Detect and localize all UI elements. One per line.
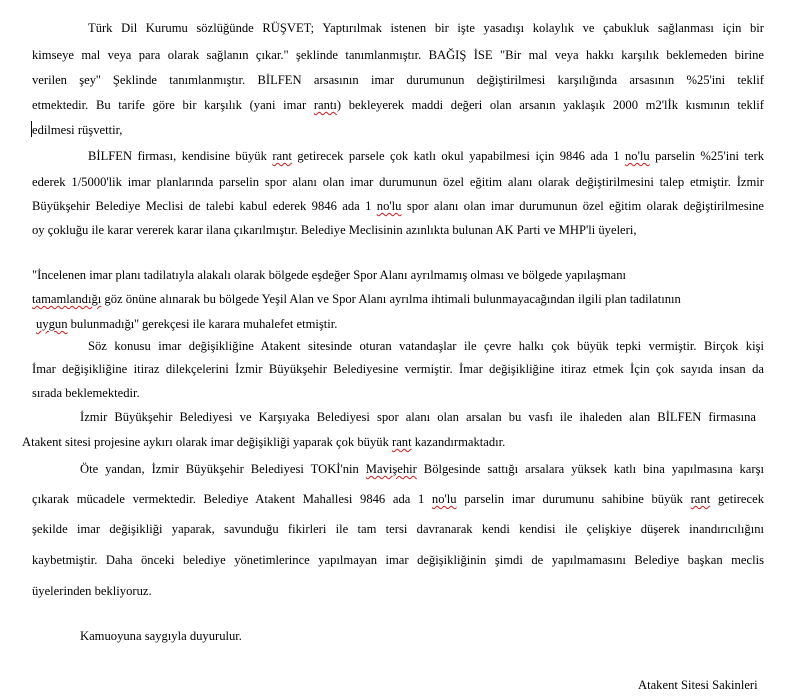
text-line: oy çokluğu ile karar vererek karar ilana çıkarılmıştır. Belediye Meclisinin azınlıkta bulunan AK Parti ve MHP'li üyeleri,: [32, 223, 637, 237]
text-line: Öte yandan, İzmir Büyükşehir Belediyesi TOKİ'nin Mavişehir Bölgesinde sattığı arsalara yüksek katlı bina yapılmasına karşı: [80, 462, 764, 476]
spellcheck-word: no'lu: [624, 149, 650, 163]
text-line: şekilde imar değişikliği yaparak, savunduğu fikirleri ile tam tersi davranarak kendi kendisi ile çelişkiye düşerek inandırıcılığını: [32, 522, 764, 536]
text-cursor: [31, 121, 32, 137]
spellcheck-word: rant: [272, 149, 292, 163]
spellcheck-word: Mavişehir: [365, 462, 417, 476]
text-line: verilen şey'' Şeklinde tanımlanmıştır. BİLFEN arsasının imar durumunun değiştirilmesi karşılığında arsasının %25'ini teklif: [32, 73, 764, 87]
text-line: üyelerinden bekliyoruz.: [32, 584, 152, 598]
text-line: çıkarak mücadele vermektedir. Belediye Atakent Mahallesi 9846 ada 1 no'lu parselin imar durumunu sahibine büyük rant getirecek: [32, 492, 764, 506]
text-line: edilmesi rüşvettir,: [32, 123, 123, 137]
spellcheck-word: rant: [392, 435, 412, 449]
closing-line: Kamuoyuna saygıyla duyurulur.: [80, 629, 242, 643]
text-line: Atakent sitesi projesine aykırı olarak imar değişikliği yaparak çok büyük rant kazandırmaktadır.: [22, 435, 506, 449]
text-line: İzmir Büyükşehir Belediyesi ve Karşıyaka Belediyesi spor alanı olan arsalan bu vasfı ile ihaleden alan BİLFEN firmasına: [80, 410, 756, 424]
spellcheck-word: rantı: [313, 98, 337, 112]
spellcheck-word: no'lu: [376, 199, 402, 213]
text-line: BİLFEN firması, kendisine büyük rant getirecek parsele çok katlı okul yapabilmesi için 9846 ada 1 no'lu parselin %25'ini terk: [88, 149, 765, 163]
text-line: tamamlandığı göz önüne alınarak bu bölgede Yeşil Alan ve Spor Alanı ayrılma ihtimali bulunmayacağından ilgili plan tadilatının: [32, 292, 681, 306]
spellcheck-word: tamamlandığı: [32, 292, 102, 306]
text-line: uygun bulunmadığı'' gerekçesi ile karara muhalefet etmiştir.: [36, 317, 338, 331]
text-line: "İncelenen imar planı tadilatıyla alakalı olarak bölgede eşdeğer Spor Alanı ayrılmamış olması ve bölgede yapılaşmanı: [32, 268, 627, 282]
text-line: İmar değişikliğine itiraz dilekçelerini İzmir Büyükşehir Belediyesine vermiştir. İmar değişikliğine itiraz etmek İçin çok sayıda insan da: [32, 362, 764, 376]
text-line: ederek 1/5000'lik imar planlarında parselin spor alanı olan imar durumunun özel eğitim alanı olarak değiştirilmesini talep etmiştir. İzmir: [32, 175, 764, 189]
text-line: Türk Dil Kurumu sözlüğünde RÜŞVET; Yaptırılmak istenen bir işte yasadışı kolaylık ve çabukluk sağlanması için bir: [88, 21, 764, 35]
text-line: kimseye mal veya para olarak sağlanın çıkar." şeklinde tanımlanmıştır. BAĞIŞ İSE "Bir mal veya hakkı karşılık beklemeden birine: [32, 48, 764, 62]
text-line: sırada beklemektedir.: [32, 386, 140, 400]
text-line: kaybetmiştir. Daha önceki belediye yönetimlerince yapılmayan imar değişikliğinin şimdi de yapılmamasını Belediye başkan meclis: [32, 553, 764, 567]
spellcheck-word: uygun: [36, 317, 68, 331]
text-line: Büyükşehir Belediye Meclisi de talebi kabul ederek 9846 ada 1 no'lu spor alanı olan imar durumunun özel eğitim olarak değiştirilmesine: [32, 199, 764, 213]
signature: Atakent Sitesi Sakinleri: [638, 678, 758, 692]
spellcheck-word: no'lu: [431, 492, 457, 506]
text-line: Söz konusu imar değişikliğine Atakent sitesinde oturan vatandaşlar ile çevre halkı çok büyük tepki vermiştir. Birçok kişi: [88, 339, 764, 353]
spellcheck-word: rant: [690, 492, 711, 506]
text-line: etmektedir. Bu tarife göre bir karşılık (yani imar rantı) bekleyerek maddi değeri olan arsanın yaklaşık 2000 m2'lİk kısmının teklif: [32, 98, 764, 112]
